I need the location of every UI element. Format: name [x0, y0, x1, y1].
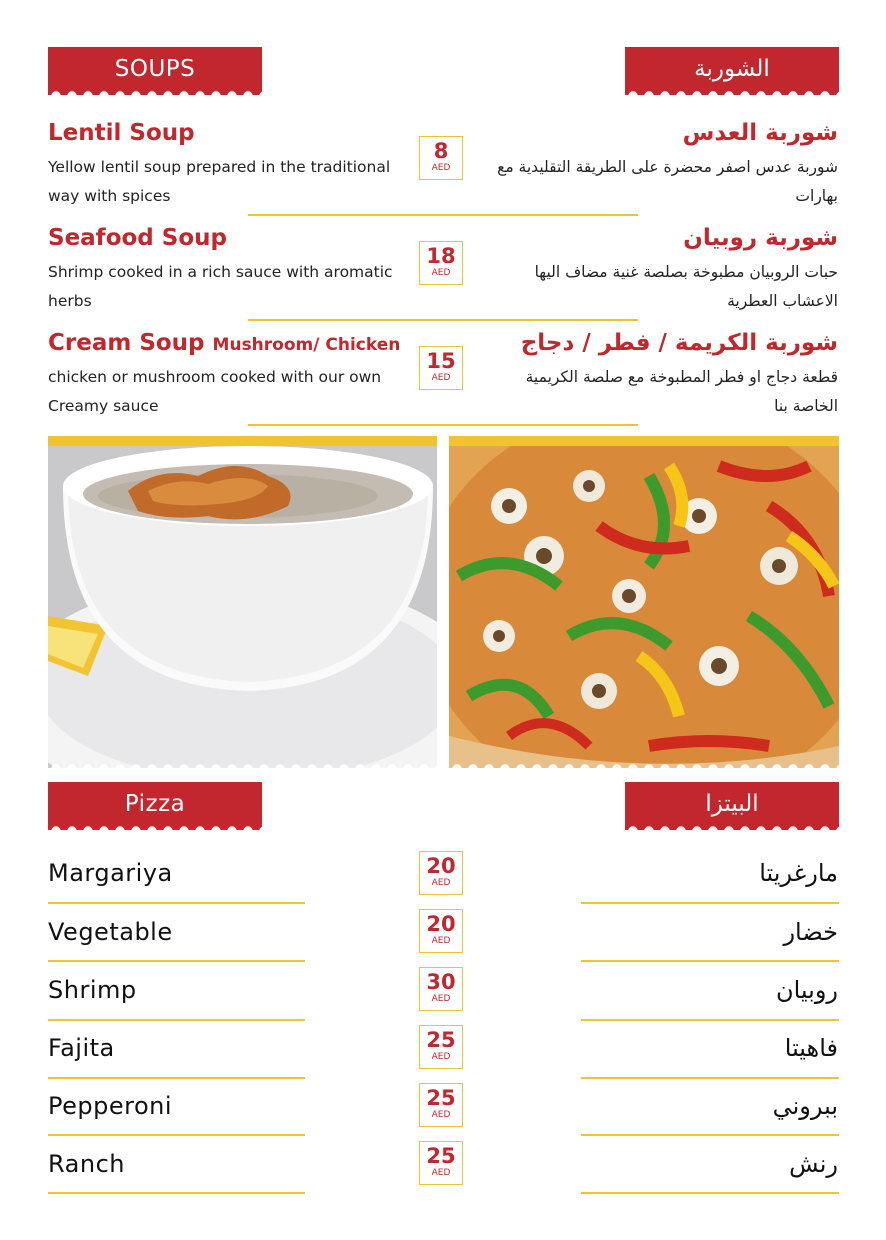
pizza-name-en: Fajita	[48, 1034, 115, 1062]
soup-title-ar: شوربة روبيان	[683, 225, 838, 251]
soups-tab-ar	[625, 47, 839, 95]
pizza-name-en: Vegetable	[48, 918, 173, 946]
price-badge	[419, 1083, 463, 1127]
price-value: 15	[426, 349, 456, 373]
price-currency: AED	[431, 1052, 451, 1062]
pizza-tab-ar-label: البيتزا	[705, 791, 759, 817]
price-badge	[419, 1025, 463, 1069]
divider	[48, 1134, 305, 1136]
soup-desc-en: chicken or mushroom cooked with our own Creamy sauce	[48, 368, 382, 415]
price-currency: AED	[431, 373, 451, 383]
price-value: 18	[426, 244, 456, 268]
soup-title-en: Seafood Soup	[48, 225, 227, 251]
pizza-photo	[449, 436, 839, 768]
price-value: 25	[426, 1028, 456, 1052]
price-value: 20	[426, 854, 456, 878]
pizza-name-en: Shrimp	[48, 976, 137, 1004]
price-badge	[419, 851, 463, 895]
price-currency: AED	[431, 1110, 451, 1120]
soup-desc-ar: حبات الروبيان مطبوخة بصلصة غنية مضاف اليها الاعشاب العطرية	[534, 263, 838, 310]
divider	[48, 960, 305, 962]
price-value: 25	[426, 1086, 456, 1110]
price-badge	[419, 241, 463, 285]
soups-tab-en	[48, 47, 262, 95]
soup-desc-en: Yellow lentil soup prepared in the traditional way with spices	[48, 158, 391, 205]
price-currency: AED	[431, 1168, 451, 1178]
divider	[48, 1192, 305, 1194]
soup-title-en	[48, 330, 400, 356]
price-badge	[419, 1141, 463, 1185]
divider	[48, 1077, 305, 1079]
soups-tab-en-label: SOUPS	[114, 56, 196, 82]
divider	[581, 902, 839, 904]
pizza-name-ar: ببروني	[772, 1092, 838, 1120]
divider	[581, 1019, 839, 1021]
soup-title-en-main: Cream Soup	[48, 330, 205, 356]
vegetable-pizza-photo-icon	[449, 446, 839, 768]
divider	[248, 424, 638, 426]
pizza-name-ar: خضار	[783, 918, 838, 946]
divider	[48, 1019, 305, 1021]
pizza-name-ar: فاهيتا	[784, 1034, 838, 1062]
perforation	[449, 759, 839, 768]
pizza-tab-en	[48, 782, 262, 830]
soup-title-ar: شوربة الكريمة / فطر / دجاج	[520, 330, 838, 356]
soups-tab-ar-label: الشوربة	[694, 56, 770, 82]
soup-title-en-variant: Mushroom/ Chicken	[212, 335, 401, 355]
price-value: 20	[426, 912, 456, 936]
divider	[581, 960, 839, 962]
price-badge	[419, 967, 463, 1011]
pizza-name-en: Ranch	[48, 1150, 125, 1178]
price-currency: AED	[431, 163, 451, 173]
price-currency: AED	[431, 268, 451, 278]
divider	[48, 902, 305, 904]
price-value: 30	[426, 970, 456, 994]
soup-desc-ar: شوربة عدس اصفر محضرة على الطريقة التقليدية مع بهارات	[497, 158, 838, 205]
pizza-name-ar: روبيان	[775, 976, 838, 1004]
price-badge	[419, 346, 463, 390]
soup-desc-ar: قطعة دجاج او فطر المطبوخة مع صلصة الكريمية الخاصة بنا	[525, 368, 838, 415]
soup-bowl-photo-icon	[48, 446, 437, 768]
divider	[581, 1077, 839, 1079]
divider	[581, 1134, 839, 1136]
pizza-name-en: Pepperoni	[48, 1092, 173, 1120]
pizza-tab-ar	[625, 782, 839, 830]
pizza-tab-en-label: Pizza	[124, 791, 186, 817]
soup-title-en: Lentil Soup	[48, 120, 195, 146]
pizza-name-en: Margariya	[48, 859, 173, 887]
divider	[248, 319, 638, 321]
soup-photo	[48, 436, 437, 768]
perforation	[48, 759, 437, 768]
price-currency: AED	[431, 936, 451, 946]
soup-desc-en: Shrimp cooked in a rich sauce with aromatic herbs	[48, 263, 393, 310]
pizza-name-ar: رنش	[789, 1150, 838, 1178]
price-badge	[419, 909, 463, 953]
price-badge	[419, 136, 463, 180]
price-value: 8	[433, 139, 449, 163]
divider	[581, 1192, 839, 1194]
pizza-name-ar: مارغريتا	[759, 859, 838, 887]
price-currency: AED	[431, 878, 451, 888]
price-value: 25	[426, 1144, 456, 1168]
divider	[248, 214, 638, 216]
price-currency: AED	[431, 994, 451, 1004]
soup-title-ar: شوربة العدس	[682, 120, 838, 146]
